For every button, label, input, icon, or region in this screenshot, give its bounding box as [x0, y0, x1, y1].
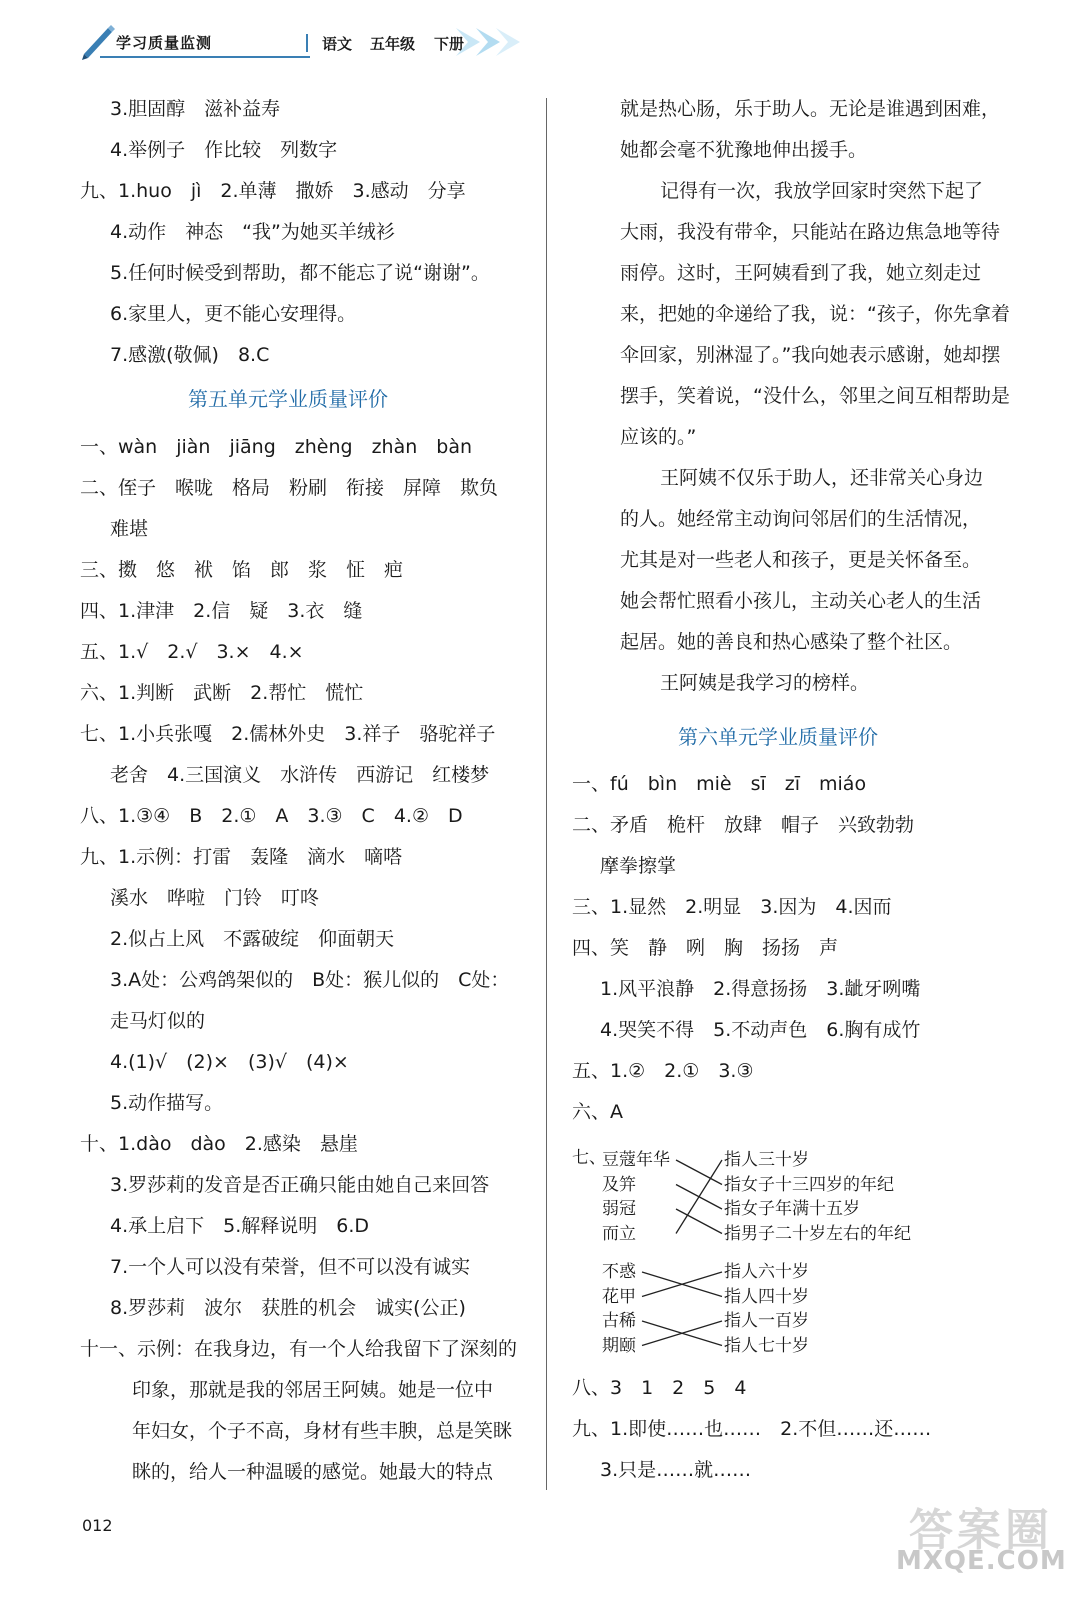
watermark-url: MXQE.COM — [896, 1546, 1067, 1576]
answer-line: 8.罗莎莉 波尔 获胜的机会 诚实(公正) — [110, 1297, 466, 1319]
match-connector — [642, 1272, 722, 1297]
answer-line: 三、1.显然 2.明显 3.因为 4.因而 — [572, 896, 892, 918]
match-right-item: 指女子年满十五岁 — [724, 1199, 860, 1219]
answer-line: 4.承上启下 5.解释说明 6.D — [110, 1215, 370, 1237]
match-connector — [642, 1272, 722, 1297]
answer-line: 6.家里人，更不能心安理得。 — [110, 303, 357, 325]
header-title: 学习质量监测 — [116, 34, 213, 52]
essay-line: 王阿姨是我学习的榜样。 — [660, 672, 870, 694]
match-left-item: 古稀 — [602, 1311, 636, 1331]
match-right-item: 指人一百岁 — [724, 1311, 809, 1331]
match-right-item: 指人六十岁 — [724, 1262, 809, 1282]
answer-line: 二、矛盾 桅杆 放肆 帽子 兴致勃勃 — [572, 814, 915, 836]
answer-line: 六、1.判断 武断 2.帮忙 慌忙 — [80, 682, 364, 704]
page-header — [78, 22, 528, 62]
essay-line: 她都会毫不犹豫地伸出援手。 — [620, 139, 868, 161]
answer-line: 九、1.huo jì 2.单薄 撒娇 3.感动 分享 — [80, 180, 466, 202]
match-right-item: 指人四十岁 — [724, 1286, 809, 1307]
essay-line: 伞回家，别淋湿了。”我向她表示感谢，她却摆 — [620, 344, 1001, 366]
column-divider — [546, 98, 547, 1490]
essay-line: 就是热心肠，乐于助人。无论是谁遇到困难， — [620, 98, 1001, 120]
match-left-item: 及笄 — [602, 1174, 636, 1195]
answer-line: 4.举例子 作比较 列数字 — [110, 139, 338, 161]
answer-line: 7.一个人可以没有荣誉，但不可以没有诚实 — [110, 1256, 471, 1278]
answer-line: 溪水 哗啦 门铃 叮咚 — [110, 887, 320, 909]
match-right-item: 指人七十岁 — [724, 1335, 809, 1356]
header-volume: 下册 — [434, 35, 465, 53]
match-left-item: 不惑 — [602, 1262, 636, 1282]
essay-line: 大雨，我没有带伞，只能站在路边焦急地等待 — [620, 221, 1001, 243]
essay-line: 记得有一次，我放学回家时突然下起了 — [660, 180, 984, 202]
chevron-decoration-icon — [446, 24, 528, 60]
essay-line: 来，把她的伞递给了我，说：“孩子，你先拿着 — [620, 303, 1010, 325]
essay-line: 尤其是对一些老人和孩子，更是关怀备至。 — [620, 549, 982, 571]
match-connector — [676, 1160, 722, 1234]
answer-line: 1.风平浪静 2.得意扬扬 3.龇牙咧嘴 — [600, 978, 921, 1000]
watermark-logo — [896, 1494, 1066, 1590]
answer-line: 一、wàn jiàn jiāng zhèng zhàn bàn — [80, 436, 473, 458]
match-connector — [642, 1321, 722, 1346]
match-left-item: 而立 — [602, 1223, 636, 1244]
answer-line: 3.罗莎莉的发音是否正确只能由她自己来回答 — [110, 1174, 490, 1196]
answer-line: 八、1.③④ B 2.① A 3.③ C 4.② D — [80, 805, 463, 827]
answer-line: 老舍 4.三国演义 水浒传 西游记 红楼梦 — [110, 764, 490, 786]
answer-line: 摩拳擦掌 — [600, 855, 677, 877]
essay-line: 的人。她经常主动询问邻居们的生活情况， — [620, 508, 982, 530]
answer-line: 难堪 — [110, 518, 149, 540]
answer-line: 四、笑 静 咧 胸 扬扬 声 — [572, 937, 839, 959]
answer-line: 九、1.即使……也…… 2.不但……还…… — [572, 1418, 932, 1440]
match-connector — [676, 1185, 722, 1210]
answer-line: 5.任何时候受到帮助，都不能忘了说“谢谢”。 — [110, 262, 490, 284]
match-left-item: 期颐 — [602, 1335, 636, 1356]
watermark-title: 答案圈 — [909, 1505, 1053, 1556]
essay-line: 摆手，笑着说，“没什么，邻里之间互相帮助是 — [620, 385, 1010, 407]
header-subject: 语文 — [322, 35, 353, 53]
header-grade: 五年级 — [370, 35, 416, 53]
match-left-item: 豆蔻年华 — [602, 1150, 670, 1170]
essay-line: 眯的，给人一种温暖的感觉。她最大的特点 — [132, 1461, 494, 1483]
answer-line: 3.A处：公鸡鸽架似的 B处：猴儿似的 C处： — [110, 969, 510, 991]
match-left-item: 花甲 — [602, 1286, 636, 1307]
match-connector — [676, 1160, 722, 1185]
match-connector — [642, 1321, 722, 1346]
matching-prefix: 七、 — [572, 1148, 606, 1168]
answer-line: 5.动作描写。 — [110, 1092, 224, 1114]
answer-line: 五、1.② 2.① 3.③ — [572, 1060, 754, 1082]
answer-line: 4.(1)√ (2)× (3)√ (4)× — [110, 1051, 349, 1073]
answer-line: 七、1.小兵张嘎 2.儒林外史 3.祥子 骆驼祥子 — [80, 723, 496, 745]
match-right-item: 指女子十三四岁的年纪 — [724, 1174, 894, 1195]
header-separator — [306, 34, 308, 52]
section-heading-unit-6: 第六单元学业质量评价 — [678, 725, 878, 749]
match-right-item: 指男子二十岁左右的年纪 — [724, 1223, 911, 1244]
essay-line: 雨停。这时，王阿姨看到了我，她立刻走过 — [620, 262, 982, 284]
essay-line: 起居。她的善良和热心感染了整个社区。 — [620, 631, 963, 653]
answer-line: 4.哭笑不得 5.不动声色 6.胸有成竹 — [600, 1019, 921, 1041]
essay-line: 王阿姨不仅乐于助人，还非常关心身边 — [660, 467, 984, 489]
answer-line: 九、1.示例：打雷 轰隆 滴水 嘀嗒 — [80, 846, 403, 868]
section-heading-unit-5: 第五单元学业质量评价 — [188, 387, 388, 411]
answer-line: 7.感激(敬佩) 8.C — [110, 344, 270, 366]
essay-line: 应该的。” — [620, 426, 697, 448]
answer-line: 2.似占上风 不露破绽 仰面朝天 — [110, 928, 395, 950]
answer-line: 三、擞 悠 袱 馅 郎 浆 怔 疤 — [80, 559, 404, 581]
match-left-item: 弱冠 — [602, 1199, 636, 1219]
answer-line: 二、侄子 喉咙 格局 粉刷 衔接 屏障 欺负 — [80, 477, 499, 499]
header-rule — [100, 56, 310, 58]
answer-line: 4.动作 神态 “我”为她买羊绒衫 — [110, 221, 395, 243]
answer-line: 五、1.√ 2.√ 3.× 4.× — [80, 641, 304, 663]
answer-line: 3.胆固醇 滋补益寿 — [110, 98, 281, 120]
answer-line: 十、1.dào dào 2.感染 悬崖 — [80, 1133, 358, 1155]
essay-line: 她会帮忙照看小孩儿，主动关心老人的生活 — [620, 590, 982, 612]
essay-line: 年妇女，个子不高，身材有些丰腴，总是笑眯 — [132, 1420, 513, 1442]
essay-line: 十一、示例：在我身边，有一个人给我留下了深刻的 — [80, 1338, 518, 1360]
match-connector — [676, 1209, 722, 1234]
answer-line: 八、3 1 2 5 4 — [572, 1377, 747, 1399]
page-number: 012 — [82, 1516, 113, 1535]
answer-line: 3.只是……就…… — [600, 1459, 752, 1481]
essay-line: 印象，那就是我的邻居王阿姨。她是一位中 — [132, 1379, 494, 1401]
answer-line: 四、1.津津 2.信 疑 3.衣 缝 — [80, 600, 363, 622]
answer-line: 走马灯似的 — [110, 1010, 206, 1032]
match-right-item: 指人三十岁 — [724, 1150, 809, 1170]
answer-line: 六、A — [572, 1101, 623, 1123]
answer-line: 一、fú bìn miè sī zī miáo — [572, 773, 867, 795]
